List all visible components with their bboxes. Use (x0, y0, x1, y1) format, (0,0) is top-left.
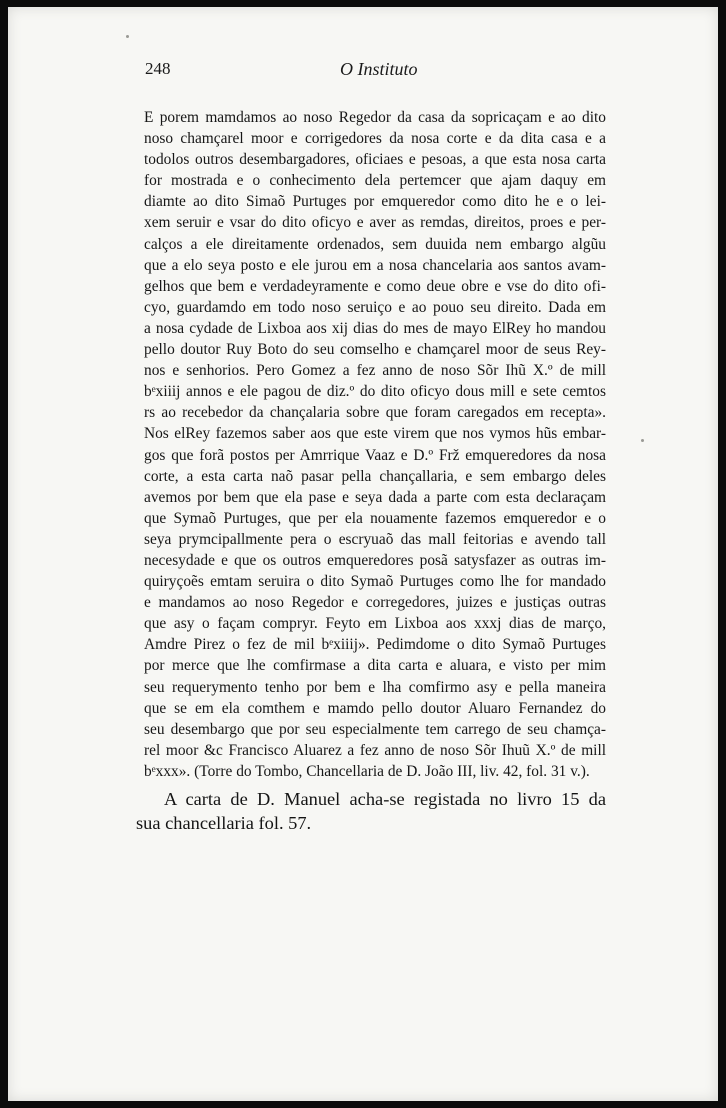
running-title: O Instituto (340, 59, 418, 79)
paper-speck (641, 439, 644, 442)
quote-line: bᵉxiiij annos e ele pagou de diz.º do dito oficyo dous mill e sete cemtos (144, 383, 606, 401)
quote-line: todolos outros desembargadores, oficiaes e pesoas, a que esta nosa carta (144, 151, 606, 169)
paragraph-line: sua chancellaria fol. 57. (136, 813, 312, 833)
quote-line: que asy o façam compryr. Feyto em Lixboa aos xxxj dias de março, (144, 615, 606, 633)
page-header (8, 57, 718, 87)
quote-line: avemos por bem que ela pase e seya dada a parte com esta declaraçam (144, 488, 606, 506)
quote-line: seya prymcipallmente pera o escryuaõ das mall feitorias e avendo tall (144, 530, 606, 548)
quote-line: gos que forã postos per Amrrique Vaaz e D.º Frž emqueredores da nosa (144, 446, 606, 464)
quote-line: a nosa cydade de Lixboa aos xij dias do mes de mayo ElRey ho mandou (144, 319, 606, 337)
paragraph-line: A carta de D. Manuel acha-se registada no livro 15 da (164, 789, 606, 809)
quote-line: noso chamçarel moor e corrigedores da nosa corte e da dita casa e a (144, 130, 606, 148)
quote-line: que se em ela comthem e mamdo pello doutor Aluaro Fernandez do (144, 699, 606, 717)
quote-line: por merce que lhe comfirmase a dita carta e aluara, e visto per mim (144, 657, 606, 675)
quote-line: cyo, guardamdo em todo noso seruiço e ao pouo seu direito. Dada em (144, 298, 606, 316)
quote-line: pello doutor Ruy Boto do seu comselho e chamçarel moor de seus Rey- (144, 341, 606, 359)
quote-line: nos e senhorios. Pero Gomez a fez anno de noso Sõr Ihũ X.º de mill (144, 362, 606, 380)
quote-line: gelhos que bem e verdadeyramente e como deue obre e vse do dito ofi- (144, 277, 606, 295)
quote-line: necesydade e que os outros emqueredores posã satysfazer as outras im- (144, 551, 606, 569)
quote-line: Nos elRey fazemos saber aos que este virem que nos vymos hũs embar- (144, 425, 606, 443)
quote-line: xem seruir e vsar do dito oficyo e aver as remdas, direitos, proes e per- (144, 214, 606, 232)
quote-line: que a elo seya posto e ele jurou em a nosa chancelaria aos santos avam- (144, 256, 606, 274)
quote-line: rel moor &c Francisco Aluarez a fez anno de noso Sõr Ihuũ X.º de mill (144, 741, 606, 759)
quoted-document (144, 107, 606, 782)
quote-line: E porem mamdamos ao noso Regedor da casa da sopricaçam e ao dito (144, 109, 606, 126)
quote-line: for mostrada e o conhecimento dela pertemcer que ajam daquy em (144, 172, 606, 190)
quote-line: seu requerymento tenho por bem e lha comfirmo asy e pella maneira (144, 678, 606, 696)
quote-line: rs ao recebedor da chançalaria sobre que foram caregados em recepta». (144, 404, 606, 422)
quote-line: calços a ele direitamente ordenados, sem duuida nem embargo algũu (144, 235, 606, 253)
body-paragraph (136, 787, 606, 835)
quote-line: seu desembargo que por seu especialmente tem carrego de seu chamça- (144, 720, 606, 738)
quote-line: diamte ao dito Simaõ Purtuges por emqueredor como dito he e o lei- (144, 193, 606, 211)
book-page (8, 7, 718, 1101)
quote-line: quiryçoẽs emtam seruira o dito Symaõ Purtuges como lhe for mandado (144, 573, 606, 591)
quote-line: bᵉxxx». (Torre do Tombo, Chancellaria de D. João III, liv. 42, fol. 31 v.). (144, 762, 590, 780)
quote-line: Amdre Pirez o fez de mil bᵉxiiij». Pedimdome o dito Symaõ Purtuges (144, 636, 606, 654)
quote-line: e mandamos ao noso Regedor e corregedores, juizes e justiças outras (144, 594, 606, 612)
quote-line: corte, a esta carta naõ pasar pella chançallaria, e sem embargo deles (144, 467, 606, 485)
paper-speck (126, 35, 129, 38)
page-number: 248 (145, 59, 171, 78)
quote-line: que Symaõ Purtuges, que per ela nouamente fazemos emqueredor e o (144, 509, 606, 527)
